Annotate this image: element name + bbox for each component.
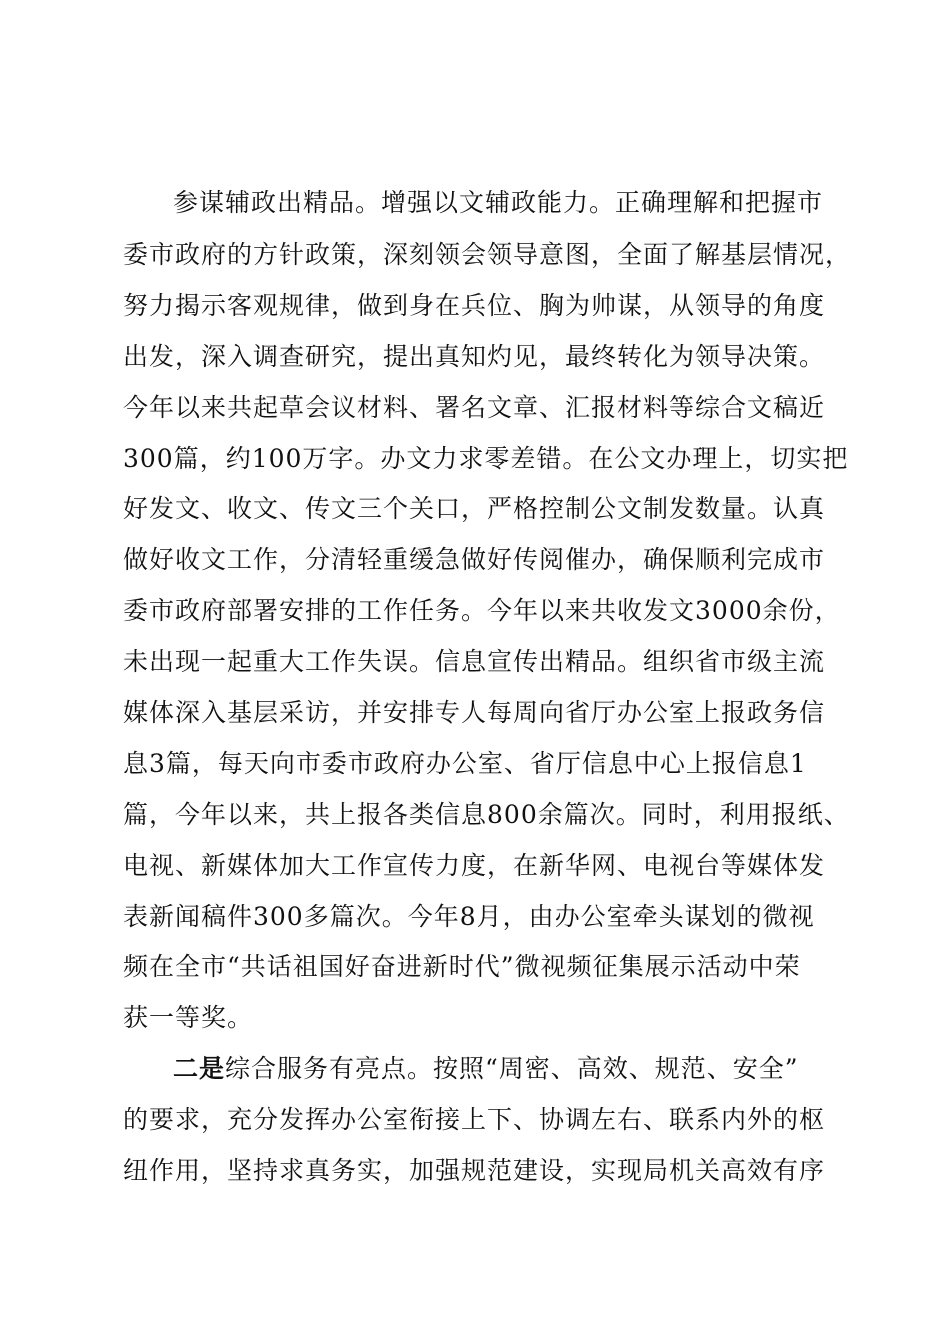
section-2-heading-line	[173, 1054, 893, 1084]
paragraph-line: 未出现一起重大工作失误。信息宣传出精品。组织省市级主流	[123, 647, 826, 676]
paragraph-line: 委市政府的方针政策，深刻领会领导意图，全面了解基层情况，	[123, 240, 852, 269]
paragraph-line: 努力揭示客观规律，做到身在兵位、胸为帅谋，从领导的角度	[123, 291, 826, 320]
paragraph-line: 委市政府部署安排的工作任务。今年以来共收发文3000余份，	[123, 596, 841, 625]
paragraph-line: 好发文、收文、传文三个关口，严格控制公文制发数量。认真	[123, 494, 826, 523]
paragraph-line: 300篇，约100万字。办文力求零差错。在公文办理上，切实把	[123, 444, 849, 473]
paragraph-line: 电视、新媒体加大工作宣传力度，在新华网、电视台等媒体发	[123, 851, 826, 880]
paragraph-line: 获一等奖。	[123, 1003, 254, 1032]
paragraph-line: 出发，深入调查研究，提出真知灼见，最终转化为领导决策。	[123, 342, 826, 371]
paragraph-line: 做好收文工作，分清轻重缓急做好传阅催办，确保顺利完成市	[123, 545, 826, 574]
paragraph-line: 表新闻稿件300多篇次。今年8月，由办公室牵头谋划的微视	[123, 902, 815, 931]
paragraph-line: 纽作用，坚持求真务实，加强规范建设，实现局机关高效有序	[123, 1156, 826, 1185]
paragraph-line: 参谋辅政出精品。增强以文辅政能力。正确理解和把握市	[173, 188, 824, 217]
paragraph-line: 的要求，充分发挥办公室衔接上下、协调左右、联系内外的枢	[123, 1105, 826, 1134]
paragraph-line: 媒体深入基层采访，并安排专人每周向省厅办公室上报政务信	[123, 698, 826, 727]
paragraph-line: 频在全市“共话祖国好奋进新时代”微视频征集展示活动中荣	[123, 952, 801, 981]
section-2-label: 二是	[173, 1054, 226, 1083]
section-2-heading-text: 综合服务有亮点。按照“周密、高效、规范、安全”	[225, 1054, 799, 1083]
paragraph-line: 今年以来共起草会议材料、署名文章、汇报材料等综合文稿近	[123, 393, 826, 422]
paragraph-line: 息3篇，每天向市委市政府办公室、省厅信息中心上报信息1	[123, 749, 807, 778]
paragraph-line: 篇，今年以来，共上报各类信息800余篇次。同时，利用报纸、	[123, 800, 850, 829]
